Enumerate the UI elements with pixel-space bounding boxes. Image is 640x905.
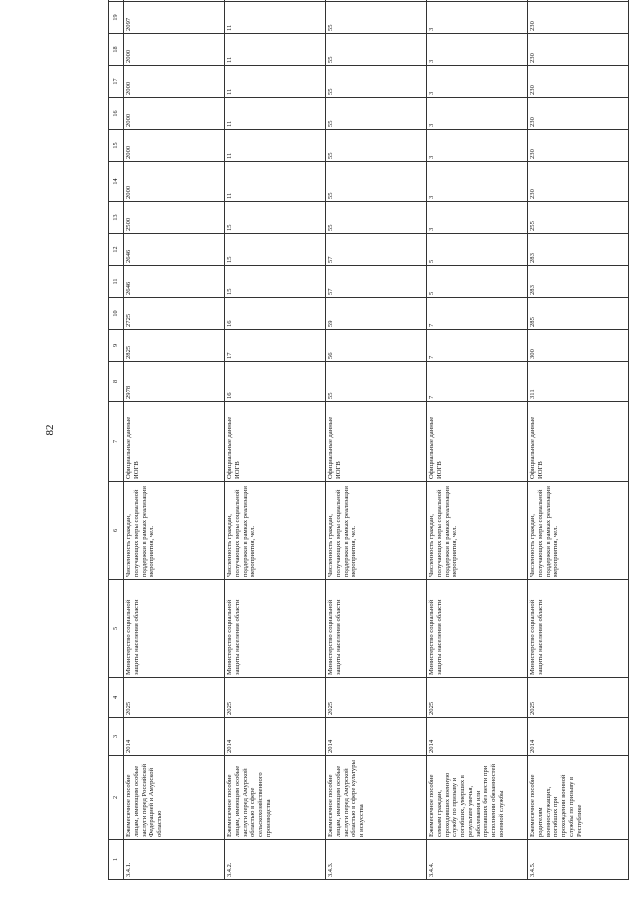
value-cell: 55 bbox=[326, 130, 427, 162]
measure-name: Ежемесячное пособие родителям военнослужащих, погибших при прохождении военной службы по призыву в Республике bbox=[528, 756, 629, 840]
responsible-executor: Министерство социальной защиты населения области bbox=[528, 580, 629, 678]
start-year: 2014 bbox=[427, 718, 528, 756]
value-cell: 285 bbox=[528, 298, 629, 330]
column-number: 2 bbox=[109, 756, 124, 840]
row-number: 3.4.2. bbox=[225, 840, 326, 880]
column-number: 6 bbox=[109, 482, 124, 580]
column-number: 1 bbox=[109, 840, 124, 880]
table-row bbox=[427, 0, 528, 880]
start-year: 2014 bbox=[528, 718, 629, 756]
column-number: 12 bbox=[109, 234, 124, 266]
value-cell: 5 bbox=[427, 266, 528, 298]
value-cell: 11 bbox=[225, 130, 326, 162]
value-cell bbox=[225, 0, 326, 2]
value-cell: 7 bbox=[427, 330, 528, 362]
data-source: Официальные данные ИОГВ bbox=[427, 402, 528, 482]
indicator-name: Численность граждан, получающих меры социальной поддержки в рамках реализации мероприятия, чел. bbox=[124, 482, 225, 580]
value-cell: 2725 bbox=[124, 298, 225, 330]
value-cell: 11 bbox=[225, 66, 326, 98]
column-number: 7 bbox=[109, 402, 124, 482]
end-year: 2025 bbox=[326, 678, 427, 718]
value-cell: 2000 bbox=[124, 162, 225, 202]
end-year: 2025 bbox=[427, 678, 528, 718]
start-year: 2014 bbox=[225, 718, 326, 756]
value-cell: 3 bbox=[427, 2, 528, 34]
value-cell: 3 bbox=[427, 34, 528, 66]
value-cell: 55 bbox=[326, 34, 427, 66]
responsible-executor: Министерство социальной защиты населения области bbox=[225, 580, 326, 678]
value-cell: 16 bbox=[225, 298, 326, 330]
table-row bbox=[225, 0, 326, 880]
row-number: 3.4.4. bbox=[427, 840, 528, 880]
value-cell: 2000 bbox=[124, 66, 225, 98]
column-number: 3 bbox=[109, 718, 124, 756]
column-number: 16 bbox=[109, 98, 124, 130]
value-cell: 2646 bbox=[124, 266, 225, 298]
column-number: 8 bbox=[109, 362, 124, 402]
column-number: 18 bbox=[109, 34, 124, 66]
row-number: 3.4.1. bbox=[124, 840, 225, 880]
column-number: 11 bbox=[109, 266, 124, 298]
value-cell: 2978 bbox=[124, 362, 225, 402]
value-cell: 57 bbox=[326, 266, 427, 298]
column-number: 14 bbox=[109, 162, 124, 202]
table-row bbox=[124, 0, 225, 880]
indicator-name: Численность граждан, получающих меры социальной поддержки в рамках реализации мероприятия, чел. bbox=[528, 482, 629, 580]
row-number: 3.4.3. bbox=[326, 840, 427, 880]
column-number: 4 bbox=[109, 678, 124, 718]
end-year: 2025 bbox=[124, 678, 225, 718]
value-cell: 15 bbox=[225, 266, 326, 298]
data-source: Официальные данные ИОГВ bbox=[225, 402, 326, 482]
value-cell: 57 bbox=[326, 234, 427, 266]
value-cell: 11 bbox=[225, 98, 326, 130]
value-cell: 55 bbox=[326, 98, 427, 130]
table-container bbox=[108, 14, 622, 880]
value-cell: 2500 bbox=[124, 202, 225, 234]
end-year: 2025 bbox=[225, 678, 326, 718]
value-cell: 230 bbox=[528, 162, 629, 202]
row-number: 3.4.5. bbox=[528, 840, 629, 880]
value-cell bbox=[124, 0, 225, 2]
start-year: 2014 bbox=[326, 718, 427, 756]
value-cell: 55 bbox=[326, 66, 427, 98]
value-cell: 15 bbox=[225, 202, 326, 234]
value-cell: 3 bbox=[427, 66, 528, 98]
data-source: Официальные данные ИОГВ bbox=[528, 402, 629, 482]
page-number: 82 bbox=[44, 424, 56, 436]
value-cell: 3 bbox=[427, 130, 528, 162]
value-cell: 283 bbox=[528, 234, 629, 266]
measure-name: Ежемесячное пособие лицам, имеющим особые заслуги перед Российской Федерацией и Амурской областью bbox=[124, 756, 225, 840]
value-cell: 2097 bbox=[124, 2, 225, 34]
column-number bbox=[109, 0, 124, 2]
data-source: Официальные данные ИОГВ bbox=[124, 402, 225, 482]
indicator-name: Численность граждан, получающих меры социальной поддержки в рамках реализации мероприятия, чел. bbox=[225, 482, 326, 580]
value-cell: 5 bbox=[427, 234, 528, 266]
value-cell: 55 bbox=[326, 362, 427, 402]
responsible-executor: Министерство социальной защиты населения области bbox=[427, 580, 528, 678]
value-cell: 7 bbox=[427, 298, 528, 330]
value-cell: 230 bbox=[528, 130, 629, 162]
value-cell: 3 bbox=[427, 202, 528, 234]
indicator-name: Численность граждан, получающих меры социальной поддержки в рамках реализации мероприятия, чел. bbox=[427, 482, 528, 580]
value-cell: 2000 bbox=[124, 98, 225, 130]
value-cell: 3 bbox=[427, 98, 528, 130]
value-cell: 15 bbox=[225, 234, 326, 266]
value-cell: 230 bbox=[528, 2, 629, 34]
value-cell: 59 bbox=[326, 298, 427, 330]
value-cell bbox=[326, 0, 427, 2]
value-cell: 2000 bbox=[124, 130, 225, 162]
value-cell: 55 bbox=[326, 2, 427, 34]
rotated-table-frame bbox=[108, 14, 622, 880]
indicator-name: Численность граждан, получающих меры социальной поддержки в рамках реализации мероприятия, чел. bbox=[326, 482, 427, 580]
value-cell: 283 bbox=[528, 266, 629, 298]
column-number: 5 bbox=[109, 580, 124, 678]
value-cell: 55 bbox=[326, 202, 427, 234]
value-cell: 56 bbox=[326, 330, 427, 362]
column-number: 10 bbox=[109, 298, 124, 330]
value-cell: 55 bbox=[326, 162, 427, 202]
responsible-executor: Министерство социальной защиты населения области bbox=[326, 580, 427, 678]
measure-name: Ежемесячное пособие семьям граждан, проходивших военную службу по призыву и погибших, умерших в результате увечья, заболевания или пропавших без вести при исполнении обязанностей военной службы bbox=[427, 756, 528, 840]
measure-name: Ежемесячное пособие лицам, имеющим особые заслуги перед Амурской областью в сфере культуры и искусства bbox=[326, 756, 427, 840]
value-cell: 7 bbox=[427, 362, 528, 402]
end-year: 2025 bbox=[528, 678, 629, 718]
value-cell: 16 bbox=[225, 362, 326, 402]
value-cell: 300 bbox=[528, 330, 629, 362]
value-cell: 230 bbox=[528, 66, 629, 98]
value-cell: 3 bbox=[427, 162, 528, 202]
column-number: 19 bbox=[109, 2, 124, 34]
column-number-row bbox=[109, 0, 124, 880]
value-cell: 2646 bbox=[124, 234, 225, 266]
value-cell: 2000 bbox=[124, 34, 225, 66]
responsible-executor: Министерство социальной защиты населения области bbox=[124, 580, 225, 678]
value-cell: 230 bbox=[528, 34, 629, 66]
column-number: 17 bbox=[109, 66, 124, 98]
column-number: 15 bbox=[109, 130, 124, 162]
value-cell: 255 bbox=[528, 202, 629, 234]
value-cell: 11 bbox=[225, 2, 326, 34]
value-cell: 17 bbox=[225, 330, 326, 362]
value-cell bbox=[528, 0, 629, 2]
column-number: 9 bbox=[109, 330, 124, 362]
data-source: Официальные данные ИОГВ bbox=[326, 402, 427, 482]
table-row bbox=[528, 0, 629, 880]
column-number: 13 bbox=[109, 202, 124, 234]
value-cell: 11 bbox=[225, 34, 326, 66]
value-cell: 11 bbox=[225, 162, 326, 202]
value-cell: 2825 bbox=[124, 330, 225, 362]
indicators-table bbox=[108, 0, 629, 880]
start-year: 2014 bbox=[124, 718, 225, 756]
value-cell: 230 bbox=[528, 98, 629, 130]
value-cell bbox=[427, 0, 528, 2]
table-row bbox=[326, 0, 427, 880]
measure-name: Ежемесячное пособие лицам, имеющим особые заслуги перед Амурской областью в сфере сельскохозяйственного производства bbox=[225, 756, 326, 840]
value-cell: 311 bbox=[528, 362, 629, 402]
